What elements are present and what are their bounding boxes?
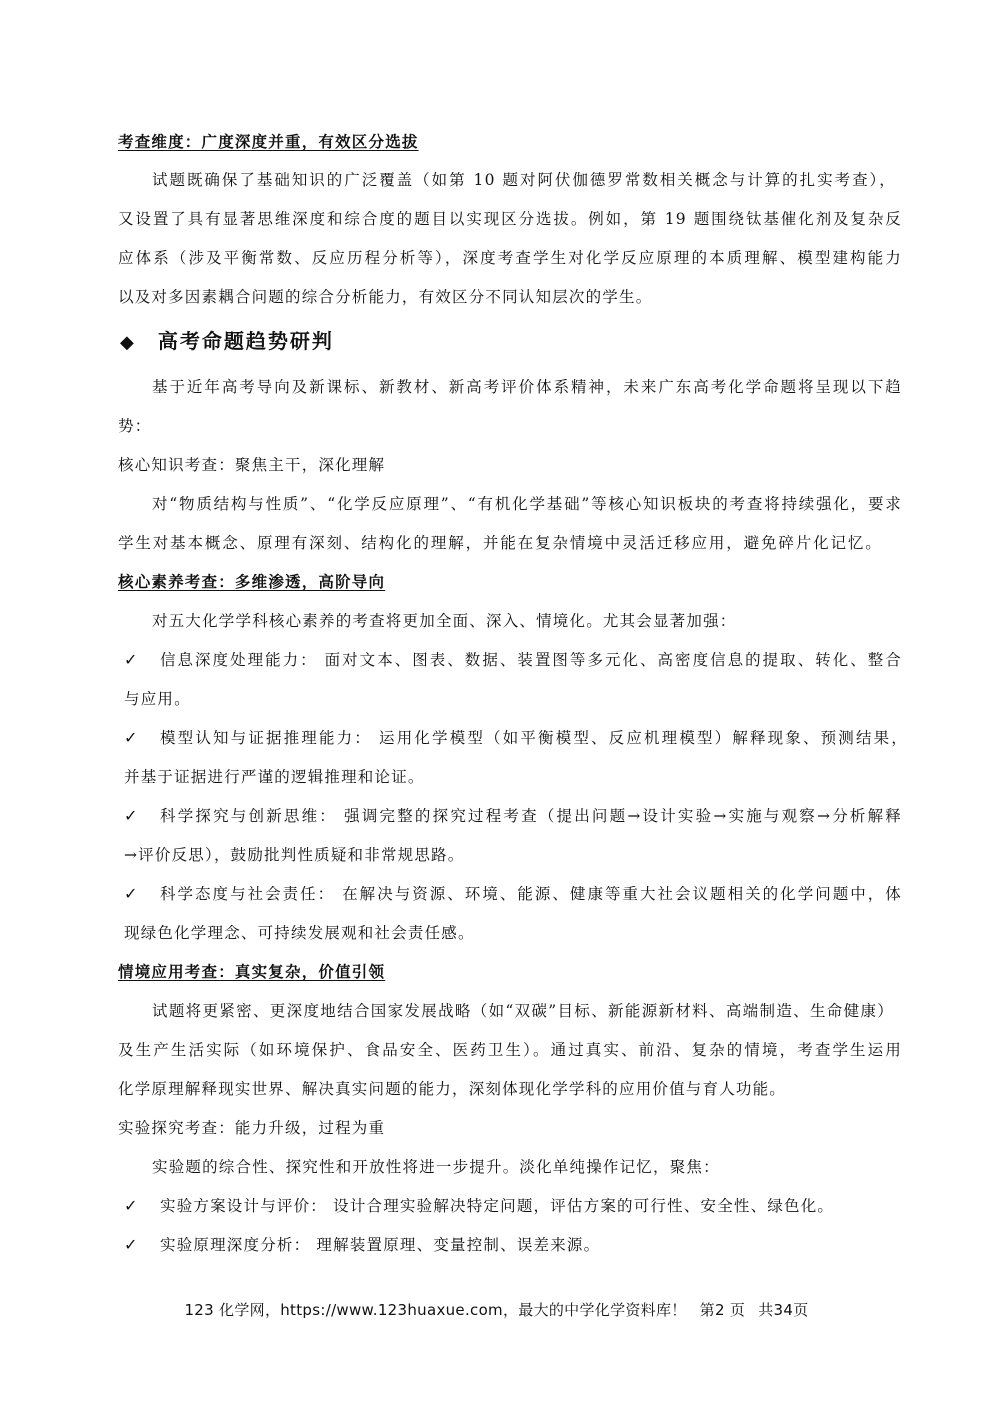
experiment-heading: 实验探究考查：能力升级，过程为重 xyxy=(118,1119,386,1137)
dimension-line-3: 应体系（涉及平衡常数、反应历程分析等），深度考查学生对化学反应原理的本质理解、模型建构能力 xyxy=(118,249,902,267)
core-literacy-heading: 核心素养考查：多维渗透，高阶导向 xyxy=(118,572,386,591)
experiment-item-2: 实验原理深度分析： 理解装置原理、变量控制、误差来源。 xyxy=(160,1236,601,1254)
trend-title-text: 高考命题趋势研判 xyxy=(157,329,334,353)
footer-page-number: 第2 页 xyxy=(699,1301,746,1319)
trend-intro-line-1: 基于近年高考导向及新课标、新教材、新高考评价体系精神，未来广东高考化学命题将呈现以下趋 xyxy=(152,378,902,396)
footer-total-pages: 共34页 xyxy=(758,1301,809,1319)
literacy-item-3-line-1: 科学探究与创新思维： 强调完整的探究过程考查（提出问题→设计实验→实施与观察→分析解释 xyxy=(160,807,902,825)
dimension-line-4: 以及对多因素耦合问题的综合分析能力，有效区分不同认知层次的学生。 xyxy=(118,288,653,306)
check-icon: ✓ xyxy=(124,650,138,669)
context-line-3: 化学原理解释现实世界、解决真实问题的能力，深刻体现化学学科的应用价值与育人功能。 xyxy=(118,1080,787,1098)
context-heading: 情境应用考查：真实复杂，价值引领 xyxy=(118,962,386,981)
check-icon: ✓ xyxy=(124,884,138,903)
core-knowledge-line-2: 学生对基本概念、原理有深刻、结构化的理解，并能在复杂情境中灵活迁移应用，避免碎片化记忆。 xyxy=(118,534,882,552)
check-icon: ✓ xyxy=(124,1235,138,1254)
check-icon: ✓ xyxy=(124,728,138,747)
literacy-item-1-line-1: 信息深度处理能力： 面对文本、图表、数据、装置图等多元化、高密度信息的提取、转化、整合 xyxy=(160,651,902,669)
literacy-item-2-line-2: 并基于证据进行严谨的逻辑推理和论证。 xyxy=(124,768,425,786)
core-literacy-intro: 对五大化学学科核心素养的考查将更加全面、深入、情境化。尤其会显著加强： xyxy=(152,612,737,630)
literacy-item-2-line-1: 模型认知与证据推理能力： 运用化学模型（如平衡模型、反应机理模型）解释现象、预测结果， xyxy=(160,729,908,747)
experiment-intro: 实验题的综合性、探究性和开放性将进一步提升。淡化单纯操作记忆，聚焦： xyxy=(152,1158,720,1176)
literacy-item-4-line-1: 科学态度与社会责任： 在解决与资源、环境、能源、健康等重大社会议题相关的化学问题中，体 xyxy=(160,885,902,903)
literacy-item-3-line-2: →评价反思），鼓励批判性质疑和非常规思路。 xyxy=(124,846,465,864)
experiment-item-1: 实验方案设计与评价： 设计合理实验解决特定问题，评估方案的可行性、安全性、绿色化。 xyxy=(160,1197,835,1215)
trend-section-title xyxy=(120,328,334,356)
trend-intro-line-2: 势： xyxy=(118,417,152,435)
diamond-bullet-icon: ◆ xyxy=(120,332,136,353)
check-icon: ✓ xyxy=(124,1196,138,1215)
dimension-heading: 考查维度：广度深度并重，有效区分选拔 xyxy=(118,132,419,151)
literacy-item-4-line-2: 现绿色化学理念、可持续发展观和社会责任感。 xyxy=(124,924,475,942)
core-knowledge-line-1: 对“物质结构与性质”、“化学反应原理”、“有机化学基础”等核心知识板块的考查将持续强化，要求 xyxy=(152,495,902,513)
context-line-2: 及生产生活实际（如环境保护、食品安全、医药卫生）。通过真实、前沿、复杂的情境，考查学生运用 xyxy=(118,1041,902,1059)
literacy-item-1-line-2: 与应用。 xyxy=(124,690,191,708)
core-knowledge-heading: 核心知识考查：聚焦主干，深化理解 xyxy=(118,456,386,474)
footer-site-text: 123 化学网，https://www.123huaxue.com，最大的中学化学资料库！ xyxy=(184,1301,687,1319)
page-footer xyxy=(0,1299,993,1320)
check-icon: ✓ xyxy=(124,806,138,825)
dimension-line-2: 又设置了具有显著思维深度和综合度的题目以实现区分选拔。例如，第 19 题围绕钛基催化剂及复杂反 xyxy=(118,210,902,228)
dimension-line-1: 试题既确保了基础知识的广泛覆盖（如第 10 题对阿伏伽德罗常数相关概念与计算的扎实考查）， xyxy=(152,171,896,189)
context-line-1: 试题将更紧密、更深度地结合国家发展战略（如“双碳”目标、新能源新材料、高端制造、生命健康） xyxy=(152,1002,894,1020)
